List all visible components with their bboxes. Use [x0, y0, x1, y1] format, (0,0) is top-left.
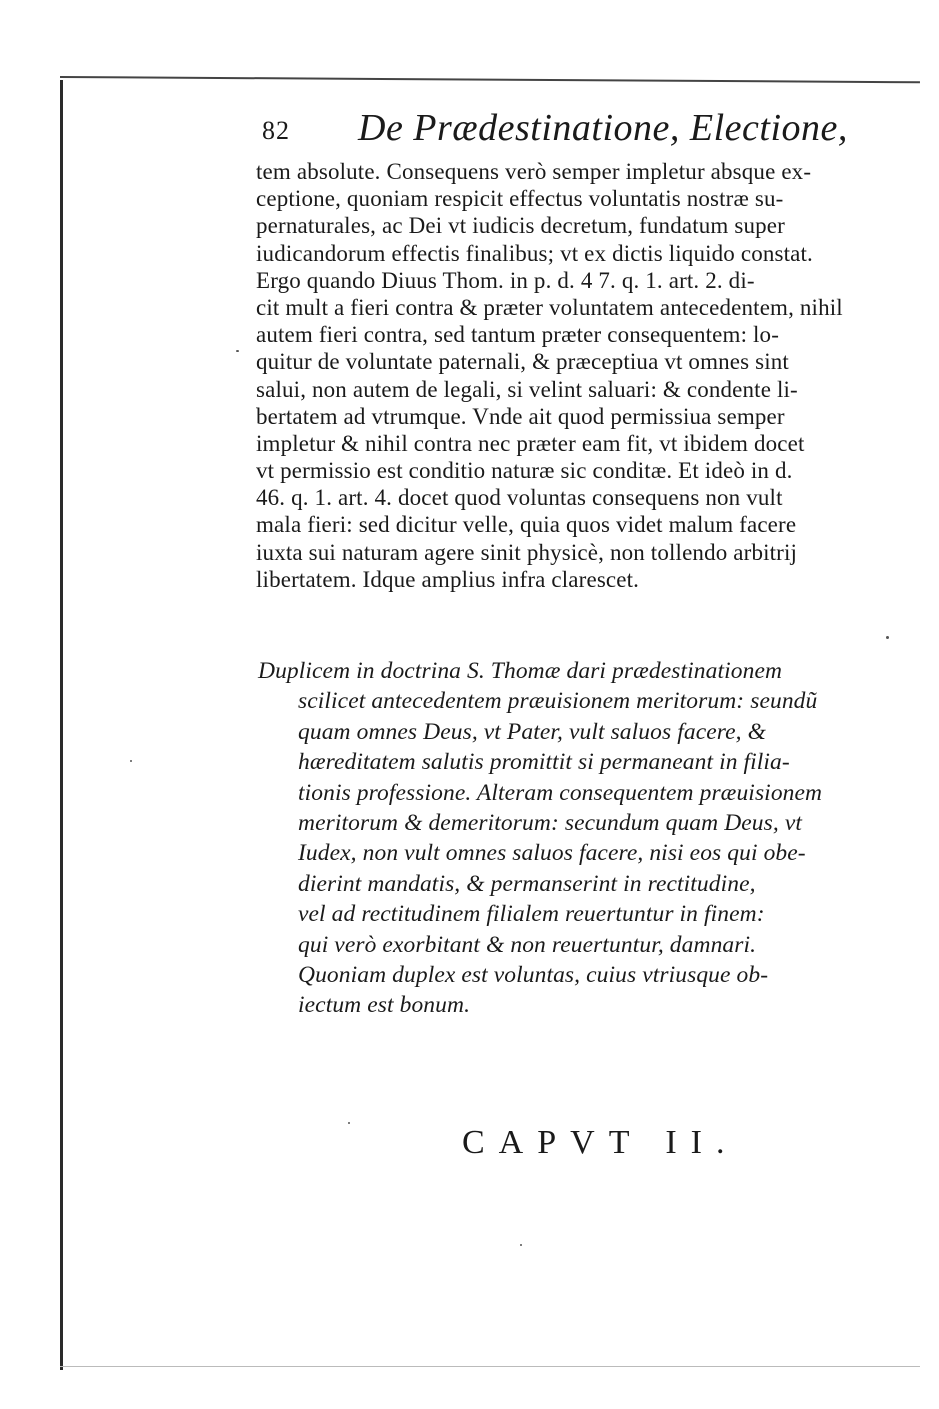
- page-number: 82: [262, 116, 290, 145]
- print-speck: [130, 760, 132, 762]
- summary-line: qui verò exorbitant & non reuertuntur, damnari.: [298, 931, 757, 958]
- body-line: quitur de voluntate paternali, & præceptiua vt omnes sint: [256, 349, 789, 375]
- print-speck: [236, 350, 239, 352]
- body-line: cit mult a fieri contra & præter voluntatem antecedentem, nihil: [256, 294, 843, 320]
- summary-line: iectum est bonum.: [298, 992, 471, 1019]
- print-speck: [886, 636, 889, 639]
- page-header: [262, 106, 862, 156]
- summary-line: scilicet antecedentem præuisionem meritorum: seundũ: [298, 688, 818, 715]
- body-line: 46. q. 1. art. 4. docet quod voluntas consequens non vult: [256, 485, 783, 511]
- summary-line: meritorum & demeritorum: secundum quam Deus, vt: [298, 809, 803, 836]
- page-left-edge: [60, 80, 63, 1370]
- body-line: vt permissio est conditio naturæ sic conditæ. Et ideò in d.: [256, 458, 793, 484]
- body-line: Ergo quando Diuus Thom. in p. d. 4 7. q. 1. art. 2. di-: [256, 267, 755, 293]
- summary-line: hæreditatem salutis promittit si permaneant in filia-: [298, 749, 790, 776]
- page-bottom-edge: [60, 1366, 920, 1367]
- body-line: bertatem ad vtrumque. Vnde ait quod permissiua semper: [256, 403, 785, 429]
- print-speck: [348, 1122, 350, 1124]
- body-line: salui, non autem de legali, si velint saluari: & condente li-: [256, 376, 798, 402]
- body-paragraph: [256, 158, 906, 593]
- print-speck: [520, 1244, 522, 1246]
- summary-line: Iudex, non vult omnes saluos facere, nisi eos qui obe-: [298, 840, 806, 867]
- body-line: iuxta sui naturam agere sinit physicè, non tollendo arbitrij: [256, 539, 798, 565]
- body-line: ceptione, quoniam respicit effectus voluntatis nostræ su-: [256, 186, 784, 212]
- body-line: iudicandorum effectis finalibus; vt ex dictis liquido constat.: [256, 240, 813, 266]
- body-line: pernaturales, ac Dei vt iudicis decretum, fundatum super: [256, 213, 785, 239]
- running-title: De Prædestinatione, Electione,: [358, 107, 848, 149]
- body-line: tem absolute. Consequens verò semper impletur absque ex-: [256, 159, 812, 184]
- page-top-edge: [60, 76, 920, 83]
- summary-line: Quoniam duplex est voluntas, cuius vtriusque ob-: [298, 961, 769, 988]
- summary-line: dierint mandatis, & permanserint in rectitudine,: [298, 870, 756, 897]
- summary-line: Duplicem in doctrina S. Thomæ dari prædestinationem: [258, 658, 783, 684]
- body-line: mala fieri: sed dicitur velle, quia quos videt malum facere: [256, 512, 797, 538]
- body-line: autem fieri contra, sed tantum præter consequentem: lo-: [256, 322, 780, 348]
- summary-line: tionis professione. Alteram consequentem præuisionem: [298, 779, 823, 806]
- summary-paragraph: [258, 656, 908, 1021]
- summary-line: quam omnes Deus, vt Pater, vult saluos facere, &: [298, 718, 766, 745]
- body-line: impletur & nihil contra nec præter eam fit, vt ibidem docet: [256, 430, 805, 456]
- summary-line: vel ad rectitudinem filialem reuertuntur in finem:: [298, 901, 765, 928]
- body-line: libertatem. Idque amplius infra clarescet.: [256, 566, 640, 592]
- chapter-heading: CAPVT II.: [462, 1124, 739, 1161]
